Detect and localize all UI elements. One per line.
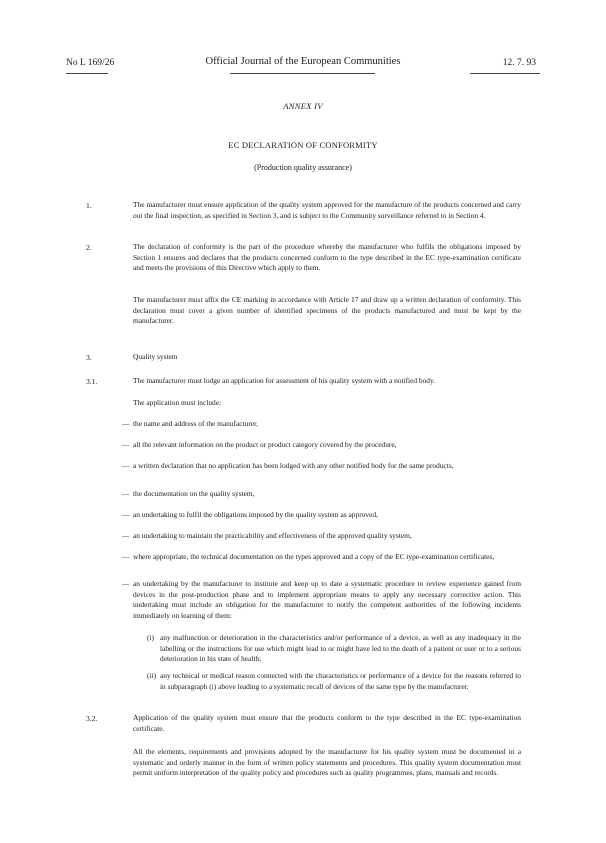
list-dash: — xyxy=(122,489,130,498)
list-item: all the relevant information on the product or product category covered by the procedure, xyxy=(133,440,397,449)
list-dash: — xyxy=(122,440,130,449)
section-3-number: 3. xyxy=(86,353,92,362)
subitem-number: (ii) xyxy=(147,671,157,680)
list-dash: — xyxy=(122,579,130,588)
application-intro: The application must include: xyxy=(133,398,222,407)
list-dash: — xyxy=(122,461,130,470)
header-rule-right xyxy=(470,73,540,74)
list-item: an undertaking to maintain the practicability and effectiveness of the approved quality system, xyxy=(133,531,412,540)
annex-heading: ANNEX IV xyxy=(283,101,323,111)
subitem-number: (i) xyxy=(147,633,154,642)
subitem-text: any technical or medical reason connected with the characteristics or performance of a device for the reasons referred to in subparagraph (i) above leading to a systematic recall of devices of the same type by the manufacturer. xyxy=(160,671,521,691)
list-dash: — xyxy=(122,531,130,540)
list-item: an undertaking by the manufacturer to institute and keep up to date a systematic procedure to review experience gained from devices in the post-production phase and to implement appropriate means to apply any necessary corrective action. This undertaking must include an obligation for the manufacturer to notify the competent authorities of the following incidents immediately on learning of them: xyxy=(133,579,521,620)
list-item: the name and address of the manufacturer, xyxy=(133,419,259,428)
section-2-text: The declaration of conformity is the part of the procedure whereby the manufacturer who fulfils the obligations imposed by Section 1 ensures and declares that the products concerned conform to the type described in the EC type-examination certificate and meets the provisions of this Directive which apply to them. xyxy=(133,242,521,273)
section-3-2-number: 3.2. xyxy=(86,714,98,723)
header-rule-left xyxy=(66,73,108,74)
list-dash: — xyxy=(122,552,130,561)
list-item: the documentation on the quality system, xyxy=(133,489,255,498)
section-3-1-text: The manufacturer must lodge an application for assessment of his quality system with a notified body. xyxy=(133,376,436,385)
document-subtitle: (Production quality assurance) xyxy=(254,163,352,172)
list-item: a written declaration that no application has been lodged with any other notified body for the same products, xyxy=(133,461,454,470)
section-3-1-number: 3.1. xyxy=(86,377,98,386)
section-3-2-text: Application of the quality system must ensure that the products conform to the type described in the EC type-examination certificate. xyxy=(133,713,521,733)
list-item: where appropriate, the technical documentation on the types approved and a copy of the EC type-examination certificates, xyxy=(133,552,495,561)
section-1-text: The manufacturer must ensure application of the quality system approved for the manufacture of the products concerned and carry out the final inspection, as specified in Section 3, and is subject to the Community surveillance referred to in Section 4. xyxy=(133,200,521,220)
document-title: EC DECLARATION OF CONFORMITY xyxy=(228,140,378,150)
header-reference: No L 169/26 xyxy=(66,58,115,68)
section-3-2-paragraph: All the elements, requirements and provisions adopted by the manufacturer for his quality system must be documented in a systematic and orderly manner in the form of written policy statements and procedures. This quality system documentation must permit uniform interpretation of the quality policy and procedures such as quality programmes, plans, manuals and records. xyxy=(133,747,521,778)
list-dash: — xyxy=(122,510,130,519)
section-2-paragraph: The manufacturer must affix the CE marking in accordance with Article 17 and draw up a written declaration of conformity. This declaration must cover a given number of identified specimens of the products manufactured and must be kept by the manufacturer. xyxy=(133,295,521,326)
section-3-title: Quality system xyxy=(133,352,178,361)
list-item: an undertaking to fulfil the obligations imposed by the quality system as approved, xyxy=(133,510,378,519)
list-dash: — xyxy=(122,419,130,428)
subitem-text: any malfunction or deterioration in the characteristics and/or performance of a device, as well as any inadequacy in the labelling or the instructions for use which might lead to or might have led to the death of a patient or user or to a serious deterioration in his state of health; xyxy=(160,633,521,664)
section-1-number: 1. xyxy=(86,201,92,210)
section-2-number: 2. xyxy=(86,243,92,252)
header-rule-center xyxy=(230,73,375,74)
header-journal-title: Official Journal of the European Communities xyxy=(205,56,401,67)
header-date: 12. 7. 93 xyxy=(502,58,536,68)
